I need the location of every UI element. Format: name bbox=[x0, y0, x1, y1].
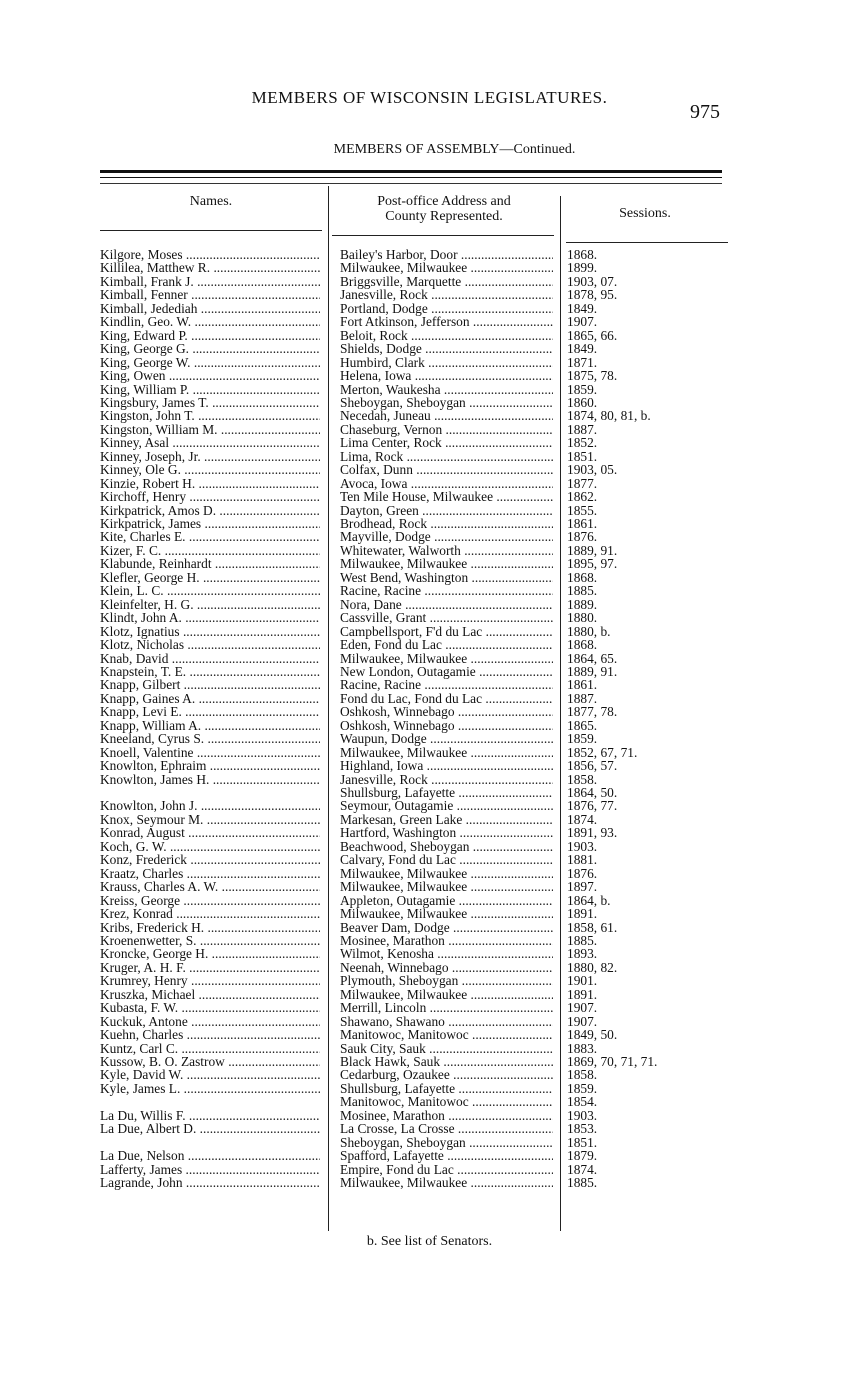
member-sessions: 1889. bbox=[567, 596, 598, 612]
member-sessions: 1849. bbox=[567, 300, 598, 316]
member-name: La Due, Albert D. ..... bbox=[100, 1122, 320, 1136]
member-address: Oshkosh, Winnebago ..... bbox=[340, 719, 553, 733]
member-name: La Du, Willis F. ..... bbox=[100, 1109, 320, 1123]
column-header-names: Names. bbox=[189, 194, 233, 209]
member-address: Bailey's Harbor, Door ..... bbox=[340, 248, 553, 262]
member-address: Shullsburg, Lafayette ..... bbox=[340, 786, 553, 800]
member-sessions: 1865, 66. bbox=[567, 327, 618, 343]
member-name: Kinney, Joseph, Jr. ..... bbox=[100, 450, 320, 464]
member-address: Highland, Iowa ..... bbox=[340, 759, 553, 773]
member-address: Merrill, Lincoln ..... bbox=[340, 1001, 553, 1015]
member-sessions: 1885. bbox=[567, 583, 598, 599]
member-sessions: 1861. bbox=[567, 677, 598, 693]
member-name: Kimball, Jedediah ..... bbox=[100, 302, 320, 316]
member-name: Kite, Charles E. ..... bbox=[100, 530, 320, 544]
member-sessions: 1876, 77. bbox=[567, 798, 618, 814]
member-sessions: 1868. bbox=[567, 569, 598, 585]
member-name: Knox, Seymour M. ..... bbox=[100, 813, 320, 827]
member-name: Kneeland, Cyrus S. ..... bbox=[100, 732, 320, 746]
member-address: Mayville, Dodge ..... bbox=[340, 530, 553, 544]
member-sessions: 1889, 91. bbox=[567, 663, 618, 679]
member-sessions: 1893. bbox=[567, 946, 598, 962]
member-address: Janesville, Rock ..... bbox=[340, 288, 553, 302]
member-address: Milwaukee, Milwaukee ..... bbox=[340, 907, 553, 921]
member-sessions: 1849, 50. bbox=[567, 1027, 618, 1043]
member-name: Kinzie, Robert H. ..... bbox=[100, 477, 320, 491]
member-address: Racine, Racine ..... bbox=[340, 584, 553, 598]
member-name: Koch, G. W. ..... bbox=[100, 840, 320, 854]
member-address: New London, Outagamie ..... bbox=[340, 665, 553, 679]
member-address: Portland, Dodge ..... bbox=[340, 302, 553, 316]
member-name: Kussow, B. O. Zastrow ..... bbox=[100, 1055, 320, 1069]
member-sessions: 1856, 57. bbox=[567, 758, 618, 774]
member-address: Campbellsport, F'd du Lac ..... bbox=[340, 625, 553, 639]
member-sessions: 1851. bbox=[567, 1134, 598, 1150]
member-address: Beaver Dam, Dodge ..... bbox=[340, 921, 553, 935]
member-address: Nora, Dane ..... bbox=[340, 598, 553, 612]
member-address: Hartford, Washington ..... bbox=[340, 826, 553, 840]
member-sessions: 1883. bbox=[567, 1040, 598, 1056]
column-rule-sessions bbox=[566, 242, 728, 243]
member-name: Knowlton, Ephraim ..... bbox=[100, 759, 320, 773]
member-sessions: 1862. bbox=[567, 489, 598, 505]
member-address: Beloit, Rock ..... bbox=[340, 329, 553, 343]
member-name: Kinney, Ole G. ..... bbox=[100, 463, 320, 477]
member-address: Wilmot, Kenosha ..... bbox=[340, 947, 553, 961]
member-sessions: 1880, 82. bbox=[567, 959, 618, 975]
member-address: Cassville, Grant ..... bbox=[340, 611, 553, 625]
member-name: Kingston, John T. ..... bbox=[100, 409, 320, 423]
member-sessions: 1869, 70, 71, 71. bbox=[567, 1054, 658, 1069]
member-name: Kyle, David W. ..... bbox=[100, 1068, 320, 1082]
member-address: Beachwood, Sheboygan ..... bbox=[340, 840, 553, 854]
member-sessions: 1903, 05. bbox=[567, 462, 618, 478]
member-name: Kinney, Asal ..... bbox=[100, 436, 320, 450]
member-address: Mosinee, Marathon ..... bbox=[340, 934, 553, 948]
member-sessions: 1860. bbox=[567, 394, 598, 410]
member-address: Whitewater, Walworth ..... bbox=[340, 544, 553, 558]
member-address: Helena, Iowa ..... bbox=[340, 369, 553, 383]
member-address: Janesville, Rock ..... bbox=[340, 773, 553, 787]
member-address: West Bend, Washington ..... bbox=[340, 571, 553, 585]
member-address: Appleton, Outagamie ..... bbox=[340, 894, 553, 908]
member-sessions: 1876. bbox=[567, 865, 598, 881]
member-address: Milwaukee, Milwaukee ..... bbox=[340, 880, 553, 894]
member-sessions: 1881. bbox=[567, 852, 598, 868]
member-address: Shullsburg, Lafayette ..... bbox=[340, 1082, 553, 1096]
member-name: Kroncke, George H. ..... bbox=[100, 947, 320, 961]
member-name: Kruger, A. H. F. ..... bbox=[100, 961, 320, 975]
member-address: Briggsville, Marquette ..... bbox=[340, 275, 553, 289]
member-address: Merton, Waukesha ..... bbox=[340, 383, 553, 397]
member-address: Milwaukee, Milwaukee ..... bbox=[340, 557, 553, 571]
member-address: Cedarburg, Ozaukee ..... bbox=[340, 1068, 553, 1082]
member-sessions: 1899. bbox=[567, 260, 598, 276]
member-name: Krauss, Charles A. W. ..... bbox=[100, 880, 320, 894]
member-name: Lafferty, James ..... bbox=[100, 1163, 320, 1177]
member-sessions: 1852. bbox=[567, 435, 598, 451]
member-sessions: 1895, 97. bbox=[567, 556, 618, 572]
member-address: Lima Center, Rock ..... bbox=[340, 436, 553, 450]
member-address: Milwaukee, Milwaukee ..... bbox=[340, 746, 553, 760]
member-sessions: 1874. bbox=[567, 1161, 598, 1177]
member-sessions: 1858, 61. bbox=[567, 919, 618, 935]
column-rule-address bbox=[332, 235, 554, 236]
column-header-address-line1: Post-office Address and bbox=[377, 194, 511, 209]
column-divider-left bbox=[328, 186, 329, 1231]
member-name: Kilgore, Moses ..... bbox=[100, 248, 320, 262]
member-name: Lagrande, John ..... bbox=[100, 1176, 320, 1190]
member-name: Klefler, George H. ..... bbox=[100, 571, 320, 585]
member-sessions: 1880. bbox=[567, 610, 598, 626]
member-address: Sheboygan, Sheboygan ..... bbox=[340, 396, 553, 410]
member-address: Dayton, Green ..... bbox=[340, 504, 553, 518]
member-name: Knapp, William A. ..... bbox=[100, 719, 320, 733]
subheading: MEMBERS OF ASSEMBLY—Continued. bbox=[333, 142, 576, 157]
member-sessions: 1874, 80, 81, b. bbox=[567, 408, 651, 424]
member-address: Shields, Dodge ..... bbox=[340, 342, 553, 356]
member-name: Kimball, Fenner ..... bbox=[100, 288, 320, 302]
member-address: Markesan, Green Lake ..... bbox=[340, 813, 553, 827]
member-address: Ten Mile House, Milwaukee ..... bbox=[340, 490, 553, 504]
member-address: Sheboygan, Sheboygan ..... bbox=[340, 1136, 553, 1150]
member-sessions: 1858. bbox=[567, 1067, 598, 1083]
member-sessions: 1864, 50. bbox=[567, 785, 618, 800]
member-address: Fond du Lac, Fond du Lac ..... bbox=[340, 692, 553, 706]
member-sessions: 1901. bbox=[567, 973, 598, 989]
member-name: Kuckuk, Antone ..... bbox=[100, 1015, 320, 1029]
member-address: Manitowoc, Manitowoc ..... bbox=[340, 1028, 553, 1042]
member-address: Milwaukee, Milwaukee ..... bbox=[340, 261, 553, 275]
member-name: Klotz, Nicholas ..... bbox=[100, 638, 320, 652]
member-name: Killilea, Matthew R. ..... bbox=[100, 261, 320, 275]
member-name: Kubasta, F. W. ..... bbox=[100, 1001, 320, 1015]
member-address: Brodhead, Rock ..... bbox=[340, 517, 553, 531]
member-address: Colfax, Dunn ..... bbox=[340, 463, 553, 477]
member-name: Kimball, Frank J. ..... bbox=[100, 275, 320, 289]
member-sessions: 1849. bbox=[567, 341, 598, 357]
member-name: Krumrey, Henry ..... bbox=[100, 974, 320, 988]
member-sessions: 1874. bbox=[567, 811, 598, 827]
member-name: Knapp, Gilbert ..... bbox=[100, 678, 320, 692]
member-name: Klindt, John A. ..... bbox=[100, 611, 320, 625]
member-name: Knapp, Gaines A. ..... bbox=[100, 692, 320, 706]
header-rule-thin bbox=[100, 177, 722, 178]
member-name: Kirkpatrick, James ..... bbox=[100, 517, 320, 531]
member-name: Kyle, James L. ..... bbox=[100, 1082, 320, 1096]
member-address: Plymouth, Sheboygan ..... bbox=[340, 974, 553, 988]
member-address: Milwaukee, Milwaukee ..... bbox=[340, 988, 553, 1002]
member-sessions: 1859. bbox=[567, 1080, 598, 1096]
member-sessions: 1855. bbox=[567, 502, 598, 518]
member-sessions: 1865. bbox=[567, 717, 598, 733]
member-name: Kribs, Frederick H. ..... bbox=[100, 921, 320, 935]
member-sessions: 1875, 78. bbox=[567, 368, 618, 384]
header-rule-thick bbox=[100, 170, 722, 173]
member-sessions: 1871. bbox=[567, 354, 598, 370]
member-name: Kleinfelter, H. G. ..... bbox=[100, 598, 320, 612]
member-name: Kuntz, Carl C. ..... bbox=[100, 1042, 320, 1056]
member-address: Necedah, Juneau ..... bbox=[340, 409, 553, 423]
member-sessions: 1907. bbox=[567, 1000, 598, 1016]
member-sessions: 1880, b. bbox=[567, 623, 611, 639]
member-address: Lima, Rock ..... bbox=[340, 450, 553, 464]
member-name: Krez, Konrad ..... bbox=[100, 907, 320, 921]
member-sessions: 1907. bbox=[567, 314, 598, 330]
member-sessions: 1864, b. bbox=[567, 892, 611, 908]
member-address: Milwaukee, Milwaukee ..... bbox=[340, 1176, 553, 1190]
member-address: Chaseburg, Vernon ..... bbox=[340, 423, 553, 437]
member-sessions: 1852, 67, 71. bbox=[567, 744, 638, 760]
member-name: Kraatz, Charles ..... bbox=[100, 867, 320, 881]
member-sessions: 1889, 91. bbox=[567, 542, 618, 558]
running-head: MEMBERS OF WISCONSIN LEGISLATURES. bbox=[251, 88, 608, 107]
member-name: Kirkpatrick, Amos D. ..... bbox=[100, 504, 320, 518]
member-name: King, William P. ..... bbox=[100, 383, 320, 397]
member-name: Knowlton, John J. ..... bbox=[100, 799, 320, 813]
member-address: Avoca, Iowa ..... bbox=[340, 477, 553, 491]
member-address: Milwaukee, Milwaukee ..... bbox=[340, 652, 553, 666]
member-address: Empire, Fond du Lac ..... bbox=[340, 1163, 553, 1177]
member-address: Sauk City, Sauk ..... bbox=[340, 1042, 553, 1056]
member-name: Knab, David ..... bbox=[100, 652, 320, 666]
member-name: Kindlin, Geo. W. ..... bbox=[100, 315, 320, 329]
member-name: Kingston, William M. ..... bbox=[100, 423, 320, 437]
member-name: Knowlton, James H. ..... bbox=[100, 773, 320, 787]
member-address: Eden, Fond du Lac ..... bbox=[340, 638, 553, 652]
member-sessions: 1887. bbox=[567, 690, 598, 706]
member-sessions: 1903, 07. bbox=[567, 273, 618, 289]
member-sessions: 1885. bbox=[567, 932, 598, 948]
member-name: King, Edward P. ..... bbox=[100, 329, 320, 343]
member-sessions: 1864, 65. bbox=[567, 650, 618, 666]
column-header-sessions: Sessions. bbox=[619, 206, 671, 221]
member-address: Seymour, Outagamie ..... bbox=[340, 799, 553, 813]
member-address: Humbird, Clark ..... bbox=[340, 356, 553, 370]
header-rule-thin-second bbox=[100, 183, 722, 184]
member-name: Konrad, August ..... bbox=[100, 826, 320, 840]
member-name: Kroenenwetter, S. ..... bbox=[100, 934, 320, 948]
member-sessions: 1876. bbox=[567, 529, 598, 545]
member-name: Kreiss, George ..... bbox=[100, 894, 320, 908]
column-divider-right bbox=[560, 196, 561, 1231]
member-name: Kuehn, Charles ..... bbox=[100, 1028, 320, 1042]
member-sessions: 1879. bbox=[567, 1148, 598, 1164]
member-name: King, George W. ..... bbox=[100, 356, 320, 370]
member-sessions: 1861. bbox=[567, 516, 598, 531]
member-name: Knapp, Levi E. ..... bbox=[100, 705, 320, 719]
member-name: Klotz, Ignatius ..... bbox=[100, 625, 320, 639]
member-address: La Crosse, La Crosse ..... bbox=[340, 1122, 553, 1136]
member-sessions: 1878, 95. bbox=[567, 287, 618, 303]
member-sessions: 1859. bbox=[567, 731, 598, 747]
member-sessions: 1858. bbox=[567, 771, 598, 787]
member-sessions: 1897. bbox=[567, 879, 598, 895]
member-address: Milwaukee, Milwaukee ..... bbox=[340, 867, 553, 881]
member-sessions: 1903. bbox=[567, 838, 598, 854]
member-sessions: 1885. bbox=[567, 1175, 598, 1191]
member-sessions: 1854. bbox=[567, 1094, 598, 1110]
member-sessions: 1877. bbox=[567, 475, 598, 491]
column-header-address bbox=[332, 194, 556, 224]
member-sessions: 1891. bbox=[567, 906, 598, 922]
member-sessions: 1859. bbox=[567, 381, 598, 397]
member-name: Kirchoff, Henry ..... bbox=[100, 490, 320, 504]
member-address: Fort Atkinson, Jefferson ..... bbox=[340, 315, 553, 329]
member-address: Waupun, Dodge ..... bbox=[340, 732, 553, 746]
member-address: Shawano, Shawano ..... bbox=[340, 1015, 553, 1029]
member-sessions: 1907. bbox=[567, 1013, 598, 1029]
member-name: Klabunde, Reinhardt ..... bbox=[100, 557, 320, 571]
member-address: Manitowoc, Manitowoc ..... bbox=[340, 1095, 553, 1109]
member-name: Knapstein, T. E. ..... bbox=[100, 665, 320, 679]
column-header-address-line2: County Represented. bbox=[385, 209, 503, 224]
member-sessions: 1853. bbox=[567, 1121, 598, 1137]
member-sessions: 1891. bbox=[567, 986, 598, 1002]
member-address: Racine, Racine ..... bbox=[340, 678, 553, 692]
member-address: Neenah, Winnebago ..... bbox=[340, 961, 553, 975]
member-name: King, George G. ..... bbox=[100, 342, 320, 356]
member-name: Knoell, Valentine ..... bbox=[100, 746, 320, 760]
member-address: Spafford, Lafayette ..... bbox=[340, 1149, 553, 1163]
member-address: Mosinee, Marathon ..... bbox=[340, 1109, 553, 1123]
member-sessions: 1891, 93. bbox=[567, 825, 618, 841]
member-address: Oshkosh, Winnebago ..... bbox=[340, 705, 553, 719]
member-name: Kizer, F. C. ..... bbox=[100, 544, 320, 558]
member-sessions: 1851. bbox=[567, 448, 598, 464]
member-address: Calvary, Fond du Lac ..... bbox=[340, 853, 553, 867]
member-name: La Due, Nelson ..... bbox=[100, 1149, 320, 1163]
page-number: 975 bbox=[690, 101, 720, 123]
member-sessions: 1877, 78. bbox=[567, 704, 618, 720]
column-rule-names bbox=[100, 230, 322, 231]
member-sessions: 1903. bbox=[567, 1107, 598, 1123]
member-sessions: 1887. bbox=[567, 421, 598, 437]
member-name: Kruszka, Michael ..... bbox=[100, 988, 320, 1002]
member-address: Black Hawk, Sauk ..... bbox=[340, 1055, 553, 1069]
member-name: Klein, L. C. ..... bbox=[100, 584, 320, 598]
member-name: Konz, Frederick ..... bbox=[100, 853, 320, 867]
member-sessions: 1868. bbox=[567, 637, 598, 653]
member-sessions: 1868. bbox=[567, 247, 598, 262]
member-name: Kingsbury, James T. ..... bbox=[100, 396, 320, 410]
footnote: b. See list of Senators. bbox=[366, 1234, 493, 1249]
member-name: King, Owen ..... bbox=[100, 369, 320, 383]
